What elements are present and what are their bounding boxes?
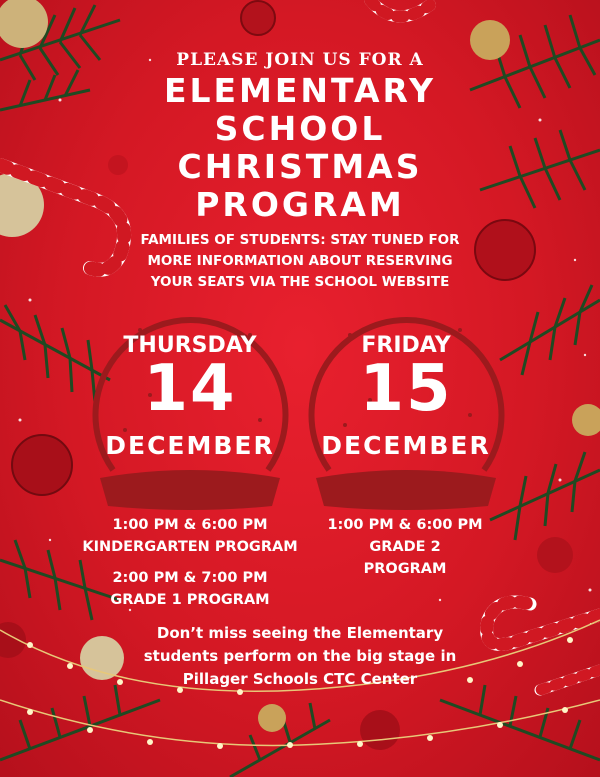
day2-month: DECEMBER: [321, 431, 491, 460]
schedule-time: 2:00 PM & 7:00 PM: [112, 570, 268, 586]
schedule-program: GRADE 2: [369, 539, 441, 555]
gold-ornament: [80, 636, 124, 680]
venue-line: Don’t miss seeing the Elementary: [156, 624, 444, 642]
red-ornament: [241, 1, 275, 35]
venue-line: Pillager Schools CTC Center: [182, 670, 418, 688]
gold-ornament: [572, 404, 600, 436]
title-line-4: PROGRAM: [195, 185, 405, 224]
schedule-program: KINDERGARTEN PROGRAM: [82, 539, 298, 555]
day1-weekday: THURSDAY: [123, 333, 257, 358]
note-line: YOUR SEATS VIA THE SCHOOL WEBSITE: [150, 274, 450, 290]
schedule-program: PROGRAM: [363, 561, 447, 577]
candy-cane: [370, 0, 430, 16]
candy-cane: [487, 602, 600, 690]
day1-month: DECEMBER: [105, 431, 275, 460]
note-line: MORE INFORMATION ABOUT RESERVING: [147, 253, 453, 269]
title-line-3: CHRISTMAS: [177, 147, 423, 186]
venue-note: [120, 622, 480, 691]
day2-weekday: FRIDAY: [361, 333, 451, 358]
day1-schedule-1: [60, 514, 320, 558]
red-ornament: [360, 710, 400, 750]
day1-date: 14: [143, 352, 237, 426]
seat-reservation-note: [130, 230, 470, 293]
venue-line: students perform on the big stage in: [143, 647, 457, 665]
gold-ornament: [258, 704, 286, 732]
schedule-time: 1:00 PM & 6:00 PM: [327, 517, 483, 533]
invitation-line: PLEASE JOIN US FOR A: [176, 50, 424, 70]
red-ornament: [475, 220, 535, 280]
day2-date: 15: [359, 352, 453, 426]
title-line-1: ELEMENTARY: [163, 71, 437, 110]
day2-schedule: [300, 514, 510, 580]
day1-schedule-2: [60, 567, 320, 611]
schedule-time: 1:00 PM & 6:00 PM: [112, 517, 268, 533]
note-line: FAMILIES OF STUDENTS: STAY TUNED FOR: [140, 232, 460, 248]
red-ornament: [12, 435, 72, 495]
red-ornament: [537, 537, 573, 573]
gold-ornament: [0, 0, 48, 48]
title-line-2: SCHOOL: [214, 109, 386, 148]
red-ornament: [0, 622, 26, 658]
schedule-program: GRADE 1 PROGRAM: [110, 592, 270, 608]
